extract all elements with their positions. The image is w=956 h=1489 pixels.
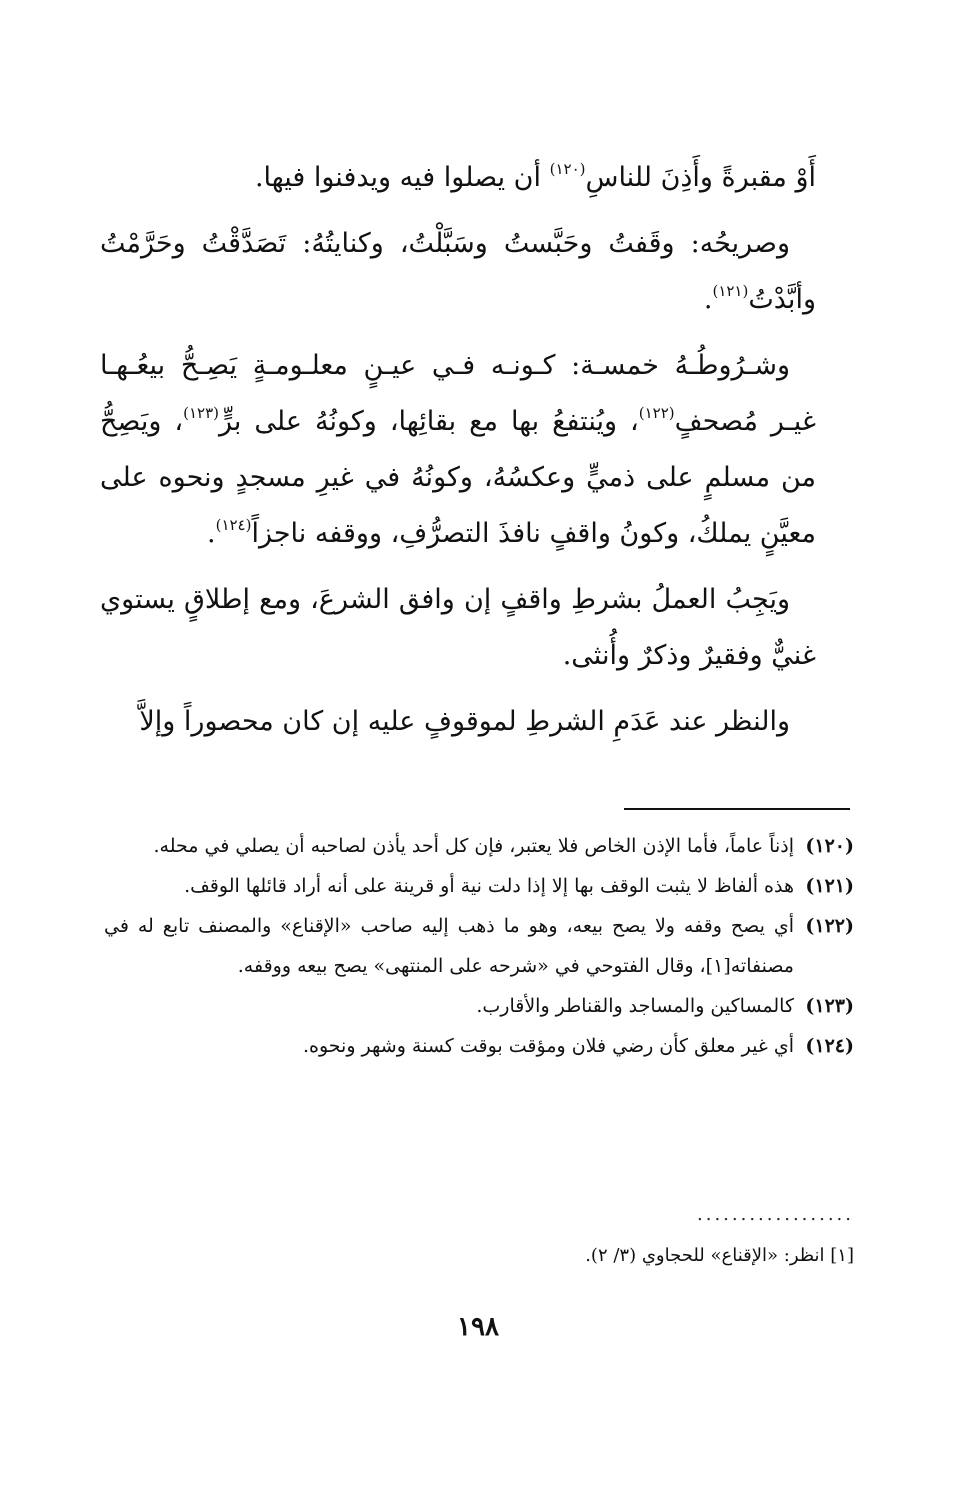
footnote-number: (١٢١) [805,875,854,897]
text-segment: أن يصلوا فيه ويدفنوا فيها. [254,162,550,193]
text-segment: ، ويُنتفعُ بها مع بقائِها، وكونُهُ على برٍّ [219,406,639,437]
paragraph [100,694,816,750]
main-text [100,150,816,760]
footnote-item [104,866,854,906]
paragraph [100,338,816,562]
footnote-item [104,986,854,1026]
text-segment: . [206,518,216,549]
footnote-ref[interactable]: (١٢١) [712,282,749,300]
text-segment: . [703,284,713,315]
page-number: ١٩٨ [457,1312,499,1342]
footnote-ref[interactable]: (١٢٠) [549,160,586,178]
footnote-text: هذه ألفاظ لا يثبت الوقف بها إلا إذا دلت نية أو قرينة على أنه أراد قائلها الوقف. [184,875,794,897]
editor-note: [١] انظر: «الإقناع» للحجاوي (٣/ ٢). [585,1245,854,1266]
footnote-number: (١٢٢) [805,915,854,937]
footnote-text: إذناً عاماً، فأما الإذن الخاص فلا يعتبر، فإن كل أحد يأذن لصاحبه أن يصلي في محله. [153,835,794,857]
footnote-text: كالمساكين والمساجد والقناطر والأقارب. [476,995,794,1017]
editor-note-separator: .................. [697,1204,854,1225]
footnote-ref[interactable]: (١٢٣) [183,404,220,422]
footnote-item [104,906,854,986]
text-segment: ، ويَصِحُّ من مسلمٍ على ذميٍّ وعكسُهُ، وكونُهُ في غيرِ مسجدٍ ونحوه على معيَّنٍ يملكُ، وكونُ واقفٍ نافذَ التصرُّفِ، ووقفه ناجزاً [100,406,816,549]
paragraph [100,150,816,206]
text-segment: أَوْ مقبرةً وأَذِنَ للناسِ [585,162,816,193]
footnote-text: أي يصح وقفه ولا يصح بيعه، وهو ما ذهب إليه صاحب «الإقناع» والمصنف تابع له في مصنفاته[١]، وقال الفتوحي في «شرحه على المنتهى» يصح بيعه ووقفه. [104,915,794,977]
footnote-text: أي غير معلق كأن رضي فلان ومؤقت بوقت كسنة وشهر ونحوه. [302,1035,794,1057]
footnote-number: (١٢٣) [805,995,854,1017]
footnote-number: (١٢٠) [805,835,854,857]
paragraph [100,572,816,684]
footnotes [104,826,854,1066]
text-segment: وشـرُوطُـهُ خمسـة: كـونـه فـي عيـنٍ معلـومـةٍ يَصِـحُّ بيعُـهـا غيـر مُصحفٍ [100,350,816,437]
footnote-number: (١٢٤) [805,1035,854,1057]
footnote-item [104,826,854,866]
footnote-separator-rule [624,808,850,810]
text-segment: والنظر عند عَدَمِ الشرطِ لموقوفٍ عليه إن كان محصوراً وإلاَّ [139,706,790,737]
footnote-ref[interactable]: (١٢٢) [638,404,675,422]
footnote-item [104,1026,854,1066]
text-segment: وصريحُه: وقَفتُ وحَبَّستُ وسَبَّلْتُ، وكنايتُهُ: تَصَدَّقْتُ وحَرَّمْتُ وأبَّدْتُ [100,228,816,315]
paragraph [100,216,816,328]
footnote-ref[interactable]: (١٢٤) [215,516,252,534]
text-segment: ويَجِبُ العملُ بشرطِ واقفٍ إن وافق الشرعَ، ومع إطلاقٍ يستوي غنيٌّ وفقيرٌ وذكرٌ وأُنثى. [100,584,816,671]
